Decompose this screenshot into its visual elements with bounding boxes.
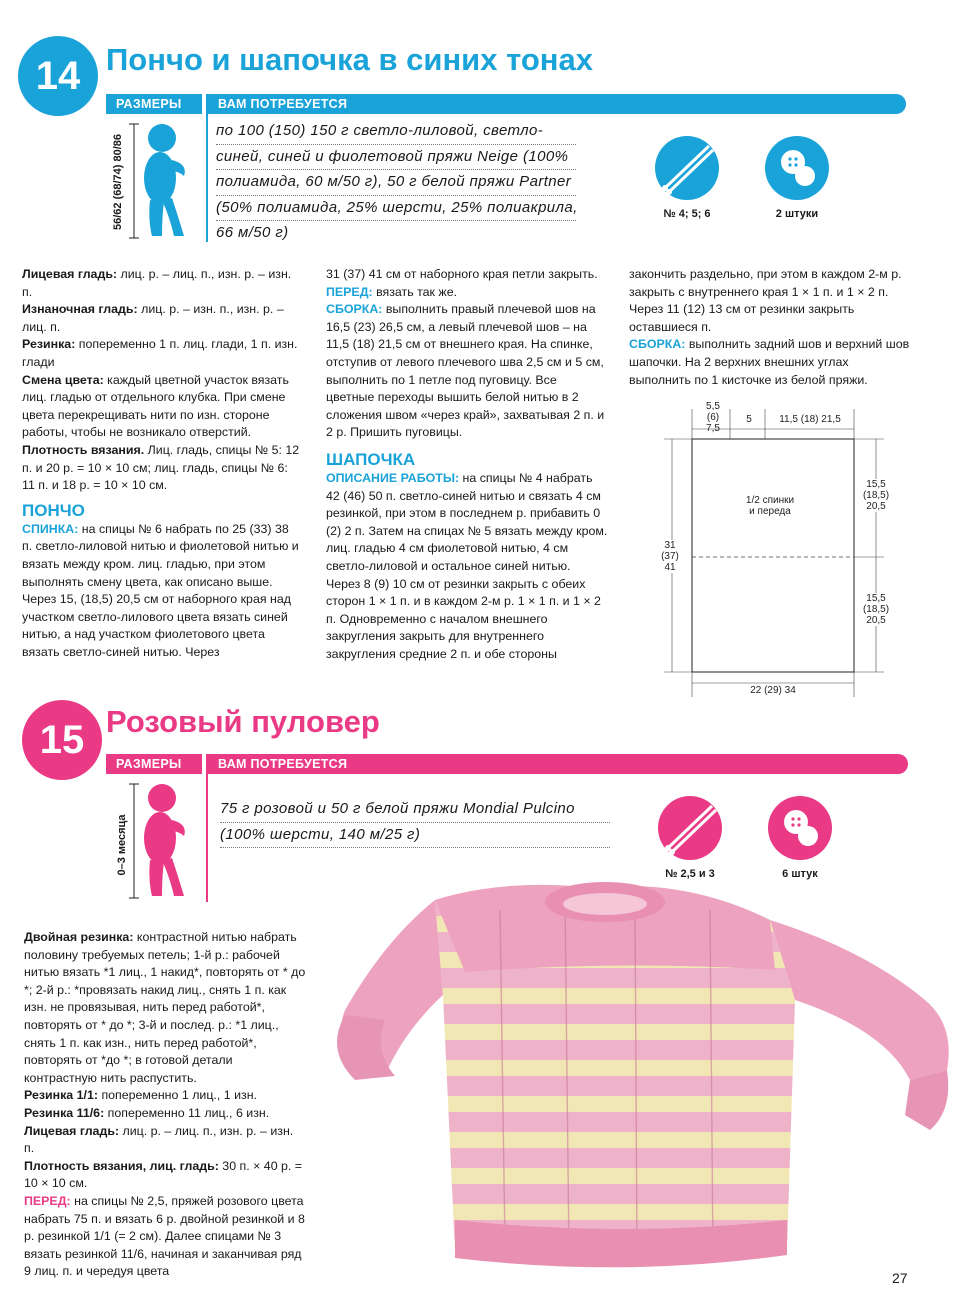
materials-line: (50% полиамида, 25% шерсти, 25% полиакрила,	[216, 198, 578, 216]
section-14-badge	[18, 36, 98, 116]
bar-vertical-line	[206, 114, 208, 242]
definition: лиц. р. – лиц. п., изн. р. – изн. п.	[22, 267, 292, 299]
back-text: на спицы № 6 набрать по 25 (33) 38 п. светло-лиловой нитью и фиолетовой нитью и вязать между кром. лиц. гладью, при этом выполнять смену цвета, как описано выше. Через 15, (18,5) 20,5 см от наборного края над участком светло-лилового цвета вязать синей нитью, а над участком фиолетового цвета вязать светло-синей нитью. Через	[22, 521, 299, 659]
dim-value: 7,5	[706, 423, 720, 434]
pink-sweater-illustration	[325, 880, 955, 1280]
baby-silhouette-icon	[126, 120, 206, 242]
dotted-rule	[216, 144, 576, 145]
front-heading: ПЕРЕД:	[326, 284, 373, 299]
description-text: на спицы № 4 набрать 42 (46) 50 п. светло-синей нитью и связать 4 см резинкой, при этом в последнем р. прибавить 0 (2) 2 п. Затем на спицах № 5 вязать между кром. лиц. гладью 4 см фиолетовой нитью, 4 см светло-лиловой и остальное синей нитью. Через 8 (9) 10 см от резинки закрыть с обеих сторон 1 × 1 п. и в каждом 2-м р. 1 × 1 п. и 1 × 2 п. Одновременно с началом внешнего закругления закрыть для внутреннего закругления средние 2 п. и обе стороны	[326, 470, 608, 661]
pattern-schematic	[640, 395, 910, 700]
poncho-heading: ПОНЧО	[22, 500, 85, 520]
schematic-center-label	[720, 495, 820, 517]
dotted-rule	[220, 847, 610, 848]
term: Резинка 1/1:	[24, 1088, 98, 1103]
baby-silhouette-icon	[126, 780, 206, 902]
description-heading: ОПИСАНИЕ РАБОТЫ:	[326, 470, 460, 485]
definition: лиц. р. – лиц. п., изн. р. – изн. п.	[24, 1123, 294, 1156]
needles-icon	[655, 136, 719, 200]
dim-top-left	[698, 401, 728, 434]
section-14-column-3	[629, 266, 911, 389]
sizes-label: РАЗМЕРЫ	[106, 94, 202, 114]
assembly-text: выполнить задний шов и верхний шов шапочки. На 2 верхних внешних углах выполнить по 1 кисточке из белой пряжи.	[629, 337, 910, 387]
term: Лицевая гладь:	[22, 267, 118, 281]
sizes-value: 56/62 (68/74) 80/86	[112, 133, 124, 231]
definition: попеременно 1 лиц., 1 изн.	[98, 1088, 257, 1103]
materials-line: 75 г розовой и 50 г белой пряжи Mondial Pulcino	[220, 800, 575, 817]
term: Резинка:	[22, 337, 76, 352]
dim-value: (6)	[706, 412, 720, 423]
section-15-badge	[22, 700, 102, 780]
hat-heading: ШАПОЧКА	[326, 449, 416, 469]
center-line: и переда	[749, 506, 791, 517]
need-label: ВАМ ПОТРЕБУЕТСЯ	[218, 757, 348, 771]
dim-value: 41	[664, 562, 676, 573]
paragraph: 31 (37) 41 см от наборного края петли закрыть.	[326, 267, 598, 281]
dim-value: 15,5	[866, 593, 886, 604]
bar-vertical-line	[206, 774, 208, 902]
dotted-rule	[216, 169, 576, 170]
dotted-rule	[216, 195, 576, 196]
dim-top-middle: 5	[746, 414, 752, 425]
paragraph: закончить раздельно, при этом в каждом 2-м р. закрыть с внутреннего края 1 × 1 п. и 1 × 2 п. Через 11 (12) 13 см от резинки закрыть оставшиеся п.	[629, 267, 902, 334]
definition: каждый цветной участок вязать лиц. гладью от отдельного клубка. При смене цвета перекрещивать нити по изн. стороне работы, чтобы не возникало отверстий.	[22, 372, 289, 440]
dim-value: 20,5	[866, 501, 886, 512]
center-line: 1/2 спинки	[745, 495, 795, 506]
section-14-column-2	[326, 266, 608, 663]
front-text: на спицы № 2,5, пряжей розового цвета набрать 75 п. и вязать 6 р. двойной резинкой и 8 р. резинкой 1/1 (= 2 см). Далее спицами № 3 вязать резинкой 11/6, начиная и заканчивая ряд 9 лиц. п. и чередуя цвета	[24, 1193, 305, 1279]
bar-divider	[202, 754, 206, 774]
sizes-value: 0–3 месяца	[116, 814, 128, 876]
buttons-caption: 6 штук	[782, 868, 818, 880]
dotted-rule	[216, 220, 576, 221]
dim-top-right: 11,5 (18) 21,5	[779, 414, 841, 425]
dim-value: 5,5	[706, 401, 720, 412]
term: Изнаночная гладь:	[22, 302, 138, 317]
buttons-icon	[765, 136, 829, 200]
dim-value: 15,5	[866, 479, 886, 490]
buttons-icon	[768, 796, 832, 860]
materials-line: по 100 (150) 150 г светло-лиловой, светло-	[216, 122, 544, 139]
front-heading: ПЕРЕД:	[24, 1193, 71, 1208]
section-15-title: Розовый пуловер	[106, 704, 380, 739]
section-15-text	[24, 929, 306, 1281]
page-number: 27	[892, 1270, 908, 1286]
materials-list	[216, 118, 636, 246]
term: Смена цвета:	[22, 372, 104, 387]
dim-value: 31	[664, 540, 676, 551]
needles-icon	[658, 796, 722, 860]
term: Двойная резинка:	[24, 930, 134, 944]
definition: лиц. р. – изн. п., изн. р. – лиц. п.	[22, 302, 284, 334]
dim-value: (37)	[661, 551, 679, 562]
front-text: вязать так же.	[372, 284, 458, 299]
sizes-label: РАЗМЕРЫ	[116, 757, 182, 771]
dim-left	[656, 540, 684, 573]
definition: контрастной нитью набрать половину требуемых петель; 1-й р.: рабочей нитью вязать *1 лиц., 1 накид*, повторять от * до *; 2-й р.: *провязать накид лиц., снять 1 п. как изн. не провязывая, нить перед работой*, повторять от * до *; 3-й и послед. р.: *1 лиц., снять 1 п. как изн., нить перед работой*, повторять от *до *; в готовой детали контрастную нить распустить.	[24, 930, 306, 1085]
dim-value: 20,5	[866, 615, 886, 626]
back-heading: СПИНКА:	[22, 521, 79, 536]
definition: 30 п. × 40 р. = 10 × 10 см.	[24, 1158, 303, 1191]
section-14-column-1	[22, 266, 302, 661]
dim-right-top	[858, 479, 894, 512]
definition: Лиц. гладь, спицы № 5: 12 п. и 20 р. = 10 × 10 см; лиц. гладь, спицы № 6: 11 п. и 18 р. = 10 × 10 см.	[22, 442, 300, 493]
needles-caption: № 4; 5; 6	[663, 208, 711, 220]
dim-bottom: 22 (29) 34	[725, 685, 821, 696]
dim-value: (18,5)	[862, 490, 890, 501]
assembly-text: выполнить правый плечевой шов на 16,5 (23) 26,5 см, а левый плечевой шов – на 11,5 (18) 21,5 см от внешнего края. На спинке, отступив от левого плечевого шва 2,5 см и 5 см, выполнить по 1 петле под пуговицу. Все цветные переходы вышить белой нитью в 2 сложения швом «через край», захватывая 2 п. и 2 р. Пришить пуговицы.	[326, 302, 605, 440]
materials-line: 66 м/50 г)	[216, 224, 289, 241]
term: Лицевая гладь:	[24, 1123, 120, 1138]
dim-right-bottom	[858, 593, 894, 626]
buttons-caption: 2 штуки	[775, 208, 819, 220]
assembly-heading: СБОРКА:	[629, 337, 686, 352]
needles-caption: № 2,5 и 3	[665, 868, 715, 880]
size-rotated-box	[108, 125, 128, 240]
definition: попеременно 11 лиц., 6 изн.	[104, 1105, 270, 1120]
dotted-rule	[220, 822, 610, 823]
bar-divider	[202, 94, 206, 114]
term: Резинка 11/6:	[24, 1105, 105, 1120]
need-label: ВАМ ПОТРЕБУЕТСЯ	[218, 97, 348, 111]
materials-line: (100% шерсти, 140 м/25 г)	[220, 825, 421, 843]
term: Плотность вязания.	[22, 442, 145, 457]
materials-line: синей, синей и фиолетовой пряжи Neige (100%	[216, 147, 569, 165]
materials-line: полиамида, 60 м/50 г), 50 г белой пряжи Partner	[216, 173, 572, 190]
definition: попеременно 1 п. лиц. глади, 1 п. изн. глади	[22, 337, 298, 369]
term: Плотность вязания, лиц. гладь:	[24, 1158, 219, 1173]
section-number: 15	[39, 717, 85, 762]
assembly-heading: СБОРКА:	[326, 302, 383, 317]
section-14-title: Пончо и шапочка в синих тонах	[106, 42, 594, 77]
section-number: 14	[35, 53, 81, 98]
dim-value: (18,5)	[862, 604, 890, 615]
